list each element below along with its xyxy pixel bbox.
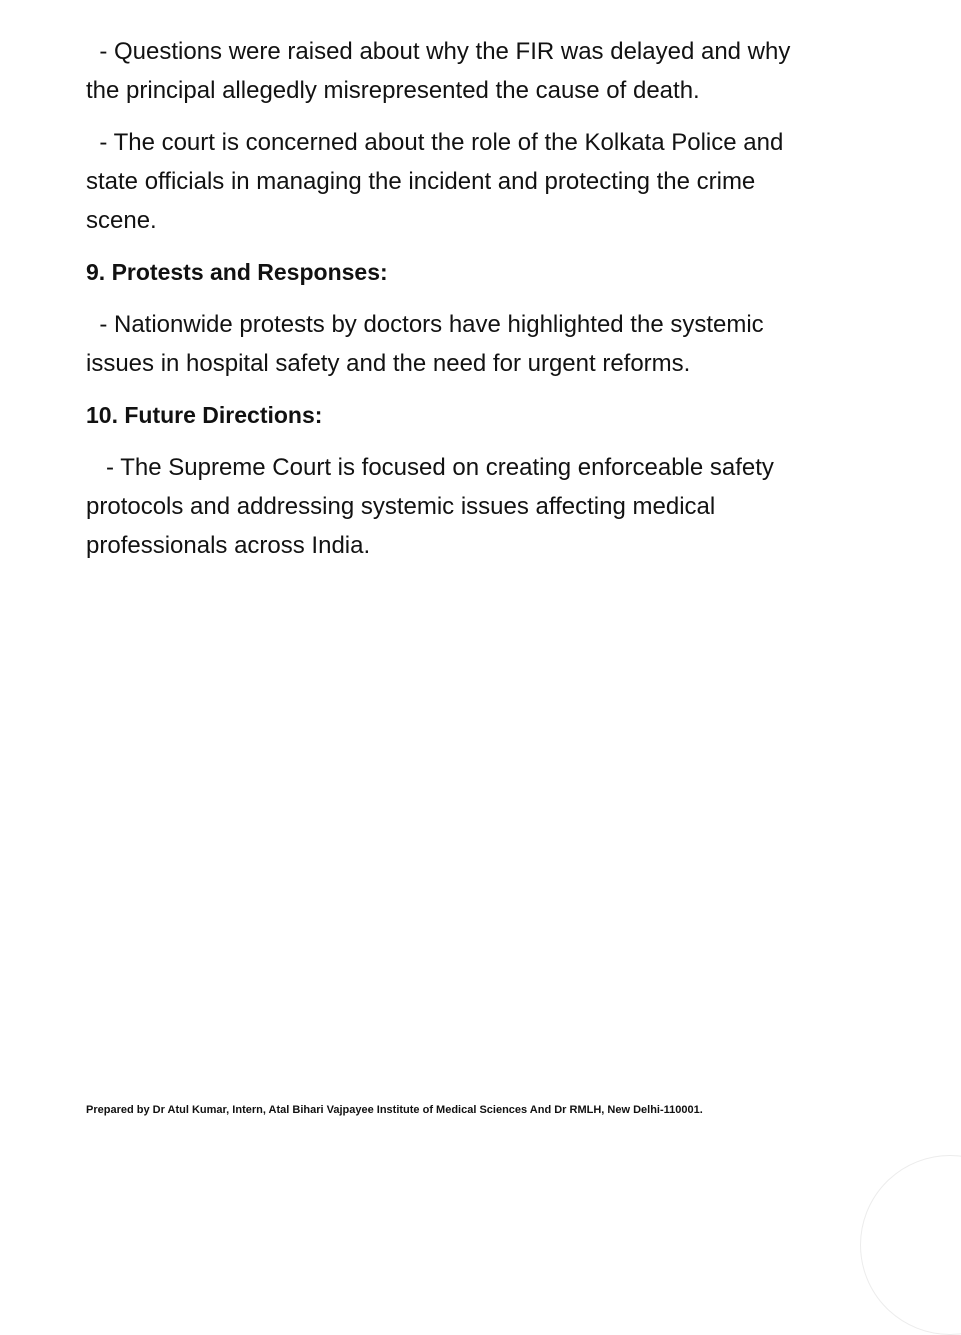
paragraph-line: professionals across India.	[86, 532, 371, 559]
paragraph-line: scene.	[86, 207, 157, 234]
paragraph-line: - The court is concerned about the role of the Kolkata Police and	[86, 129, 784, 156]
section-heading-future: 10. Future Directions:	[86, 402, 323, 428]
paragraph-line: - Nationwide protests by doctors have highlighted the systemic	[86, 311, 764, 338]
paragraph-line: state officials in managing the incident and protecting the crime	[86, 168, 756, 195]
decorative-corner-arc	[860, 1155, 961, 1335]
paragraph-line: - Questions were raised about why the FIR was delayed and why	[86, 38, 791, 65]
paragraph-protests	[86, 305, 886, 383]
paragraph-line: protocols and addressing systemic issues affecting medical	[86, 493, 716, 520]
paragraph-line: issues in hospital safety and the need for urgent reforms.	[86, 350, 691, 377]
section-heading-protests: 9. Protests and Responses:	[86, 259, 388, 285]
paragraph-line: the principal allegedly misrepresented the cause of death.	[86, 77, 700, 104]
paragraph-future	[86, 448, 886, 565]
footer-credit: Prepared by Dr Atul Kumar, Intern, Atal Bihari Vajpayee Institute of Medical Sciences And Dr RMLH, New Delhi-110001.	[86, 1104, 703, 1116]
paragraph-court-concern	[86, 123, 886, 240]
paragraph-fir-delay	[86, 32, 886, 110]
paragraph-line: - The Supreme Court is focused on creating enforceable safety	[86, 454, 774, 481]
